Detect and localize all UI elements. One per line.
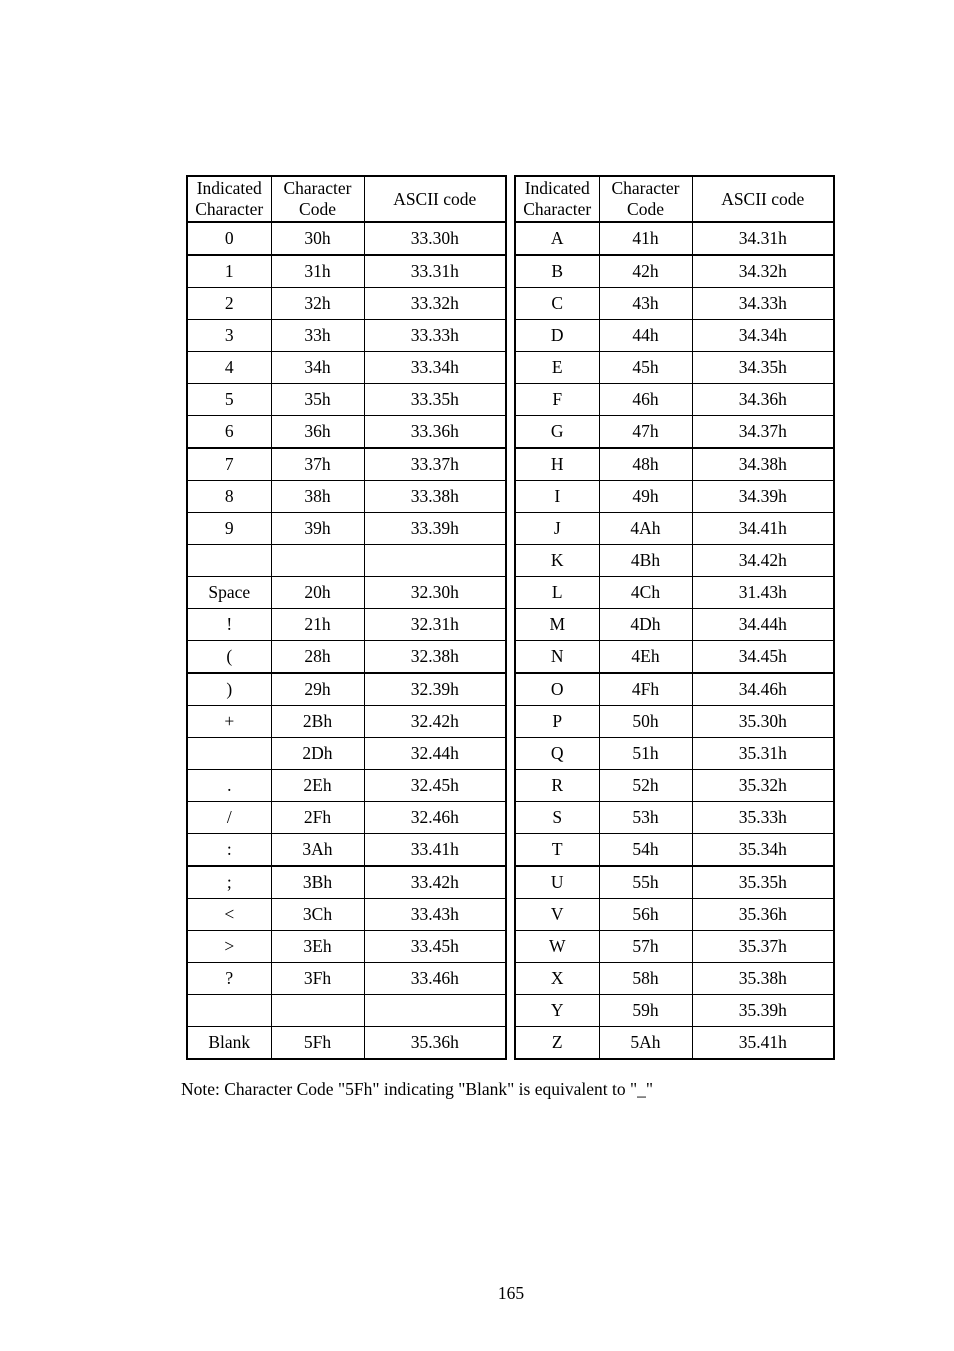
indicated-character-cell: ; [187, 866, 271, 899]
table-row [187, 995, 506, 1027]
character-code-cell: 4Bh [599, 545, 692, 577]
ascii-code-cell: 35.32h [692, 770, 834, 802]
table-row [515, 448, 834, 481]
character-code-cell: 38h [271, 481, 364, 513]
indicated-character-cell: / [187, 802, 271, 834]
indicated-character-cell: 5 [187, 384, 271, 416]
table-row [187, 288, 506, 320]
table-row [515, 641, 834, 674]
character-code-cell: 32h [271, 288, 364, 320]
indicated-character-cell: X [515, 963, 599, 995]
character-code-cell: 57h [599, 931, 692, 963]
ascii-code-cell: 34.44h [692, 609, 834, 641]
header-indicated-character: Indicated Character [515, 176, 599, 222]
character-code-cell: 2Fh [271, 802, 364, 834]
character-code-cell: 3Eh [271, 931, 364, 963]
ascii-code-cell: 33.36h [364, 416, 506, 449]
table-row [515, 609, 834, 641]
indicated-character-cell: M [515, 609, 599, 641]
character-code-cell: 53h [599, 802, 692, 834]
table-row [187, 513, 506, 545]
ascii-code-cell: 34.33h [692, 288, 834, 320]
table-row [515, 770, 834, 802]
character-code-cell: 4Fh [599, 673, 692, 706]
ascii-code-cell: 35.33h [692, 802, 834, 834]
table-row [515, 834, 834, 867]
character-code-cell: 37h [271, 448, 364, 481]
character-code-cell: 4Eh [599, 641, 692, 674]
ascii-code-cell: 34.46h [692, 673, 834, 706]
table-row [515, 384, 834, 416]
character-code-cell: 3Ah [271, 834, 364, 867]
header-character-code: Character Code [271, 176, 364, 222]
ascii-code-cell: 33.45h [364, 931, 506, 963]
table-row [187, 481, 506, 513]
table-header-row [515, 176, 834, 222]
ascii-code-cell: 34.34h [692, 320, 834, 352]
ascii-code-cell: 33.39h [364, 513, 506, 545]
ascii-code-cell: 35.31h [692, 738, 834, 770]
character-code-cell: 50h [599, 706, 692, 738]
table-row [187, 448, 506, 481]
table-row [515, 995, 834, 1027]
right-code-table [514, 175, 835, 1060]
table-row [515, 931, 834, 963]
header-ascii-code: ASCII code [364, 176, 506, 222]
table-row [187, 641, 506, 674]
indicated-character-cell: 2 [187, 288, 271, 320]
indicated-character-cell: 7 [187, 448, 271, 481]
character-code-cell: 49h [599, 481, 692, 513]
indicated-character-cell [187, 995, 271, 1027]
ascii-code-cell: 34.38h [692, 448, 834, 481]
table-header-row [187, 176, 506, 222]
ascii-code-cell: 35.30h [692, 706, 834, 738]
indicated-character-cell: N [515, 641, 599, 674]
character-code-cell: 41h [599, 222, 692, 255]
indicated-character-cell: L [515, 577, 599, 609]
indicated-character-cell: A [515, 222, 599, 255]
table-row [187, 609, 506, 641]
table-row [515, 255, 834, 288]
table-row [515, 1027, 834, 1060]
character-code-cell: 3Fh [271, 963, 364, 995]
indicated-character-cell: P [515, 706, 599, 738]
ascii-code-cell: 34.45h [692, 641, 834, 674]
character-code-cell: 30h [271, 222, 364, 255]
ascii-code-cell: 35.38h [692, 963, 834, 995]
ascii-code-cell: 34.31h [692, 222, 834, 255]
ascii-code-cell: 32.45h [364, 770, 506, 802]
ascii-code-cell: 33.35h [364, 384, 506, 416]
ascii-code-cell: 32.46h [364, 802, 506, 834]
ascii-code-cell: 35.36h [364, 1027, 506, 1060]
right-table-body [515, 222, 834, 1059]
table-row [515, 416, 834, 449]
indicated-character-cell: 3 [187, 320, 271, 352]
footnote: Note: Character Code "5Fh" indicating "Blank" is equivalent to "_" [181, 1079, 654, 1099]
indicated-character-cell: W [515, 931, 599, 963]
ascii-code-cell: 35.34h [692, 834, 834, 867]
ascii-code-cell [364, 545, 506, 577]
ascii-code-cell: 33.43h [364, 899, 506, 931]
table-row [187, 352, 506, 384]
indicated-character-cell [187, 738, 271, 770]
table-row [187, 963, 506, 995]
indicated-character-cell: F [515, 384, 599, 416]
character-code-cell: 4Dh [599, 609, 692, 641]
table-row [187, 802, 506, 834]
indicated-character-cell: O [515, 673, 599, 706]
indicated-character-cell [187, 545, 271, 577]
character-code-cell: 20h [271, 577, 364, 609]
table-row [187, 577, 506, 609]
indicated-character-cell: > [187, 931, 271, 963]
character-code-cell: 21h [271, 609, 364, 641]
indicated-character-cell: 4 [187, 352, 271, 384]
ascii-code-cell: 34.36h [692, 384, 834, 416]
character-code-cell: 51h [599, 738, 692, 770]
ascii-code-cell: 35.37h [692, 931, 834, 963]
indicated-character-cell: 1 [187, 255, 271, 288]
ascii-code-cell: 33.46h [364, 963, 506, 995]
indicated-character-cell: K [515, 545, 599, 577]
table-row [187, 1027, 506, 1060]
ascii-code-cell: 34.41h [692, 513, 834, 545]
ascii-code-cell: 34.35h [692, 352, 834, 384]
table-row [187, 770, 506, 802]
header-character-code: Character Code [599, 176, 692, 222]
left-code-table [186, 175, 507, 1060]
indicated-character-cell: Z [515, 1027, 599, 1060]
character-code-cell: 54h [599, 834, 692, 867]
character-code-cell: 4Ah [599, 513, 692, 545]
character-code-cell: 5Fh [271, 1027, 364, 1060]
character-code-cell: 29h [271, 673, 364, 706]
character-code-cell: 39h [271, 513, 364, 545]
indicated-character-cell: Y [515, 995, 599, 1027]
indicated-character-cell: E [515, 352, 599, 384]
table-row [187, 222, 506, 255]
character-code-cell: 31h [271, 255, 364, 288]
character-code-cell: 4Ch [599, 577, 692, 609]
ascii-code-cell: 33.33h [364, 320, 506, 352]
character-code-cell: 3Ch [271, 899, 364, 931]
indicated-character-cell: D [515, 320, 599, 352]
table-row [187, 320, 506, 352]
table-row [515, 288, 834, 320]
table-row [187, 899, 506, 931]
table-row [515, 545, 834, 577]
indicated-character-cell: R [515, 770, 599, 802]
table-row [515, 222, 834, 255]
character-code-cell: 48h [599, 448, 692, 481]
character-code-cell: 35h [271, 384, 364, 416]
indicated-character-cell: Space [187, 577, 271, 609]
ascii-code-cell: 32.31h [364, 609, 506, 641]
table-row [187, 931, 506, 963]
ascii-code-cell: 34.42h [692, 545, 834, 577]
character-code-cell: 2Dh [271, 738, 364, 770]
indicated-character-cell: U [515, 866, 599, 899]
character-code-cell: 2Bh [271, 706, 364, 738]
indicated-character-cell: S [515, 802, 599, 834]
character-code-cell: 33h [271, 320, 364, 352]
indicated-character-cell: T [515, 834, 599, 867]
indicated-character-cell: V [515, 899, 599, 931]
ascii-code-cell: 33.38h [364, 481, 506, 513]
indicated-character-cell: 6 [187, 416, 271, 449]
ascii-code-cell: 32.44h [364, 738, 506, 770]
character-code-cell: 2Eh [271, 770, 364, 802]
character-code-cell: 34h [271, 352, 364, 384]
indicated-character-cell: 9 [187, 513, 271, 545]
left-table-body [187, 222, 506, 1059]
indicated-character-cell: : [187, 834, 271, 867]
ascii-code-cell: 33.31h [364, 255, 506, 288]
indicated-character-cell: Blank [187, 1027, 271, 1060]
header-indicated-character: Indicated Character [187, 176, 271, 222]
table-row [187, 738, 506, 770]
indicated-character-cell: 8 [187, 481, 271, 513]
table-row [515, 899, 834, 931]
ascii-code-cell: 35.41h [692, 1027, 834, 1060]
table-row [515, 513, 834, 545]
ascii-code-cell: 32.42h [364, 706, 506, 738]
ascii-code-cell: 32.39h [364, 673, 506, 706]
ascii-code-cell: 33.37h [364, 448, 506, 481]
ascii-code-cell [364, 995, 506, 1027]
ascii-code-cell: 35.39h [692, 995, 834, 1027]
ascii-code-cell: 32.38h [364, 641, 506, 674]
ascii-code-cell: 34.32h [692, 255, 834, 288]
table-row [515, 577, 834, 609]
table-row [187, 866, 506, 899]
table-row [187, 545, 506, 577]
indicated-character-cell: < [187, 899, 271, 931]
indicated-character-cell: + [187, 706, 271, 738]
table-row [515, 352, 834, 384]
table-row [187, 255, 506, 288]
indicated-character-cell: C [515, 288, 599, 320]
ascii-code-cell: 34.39h [692, 481, 834, 513]
character-code-cell: 45h [599, 352, 692, 384]
table-row [515, 802, 834, 834]
ascii-code-cell: 33.41h [364, 834, 506, 867]
character-code-cell: 43h [599, 288, 692, 320]
table-row [187, 384, 506, 416]
character-code-cell: 47h [599, 416, 692, 449]
ascii-code-cell: 31.43h [692, 577, 834, 609]
table-row [515, 320, 834, 352]
ascii-code-cell: 33.42h [364, 866, 506, 899]
page-number: 165 [497, 1283, 525, 1303]
character-code-cell: 55h [599, 866, 692, 899]
indicated-character-cell: . [187, 770, 271, 802]
character-code-cell: 58h [599, 963, 692, 995]
character-code-cell: 59h [599, 995, 692, 1027]
ascii-code-cell: 33.30h [364, 222, 506, 255]
table-row [187, 706, 506, 738]
indicated-character-cell: H [515, 448, 599, 481]
table-row [187, 834, 506, 867]
ascii-code-cell: 34.37h [692, 416, 834, 449]
table-row [515, 738, 834, 770]
table-row [187, 673, 506, 706]
table-row [515, 673, 834, 706]
character-code-cell: 36h [271, 416, 364, 449]
character-code-cell: 5Ah [599, 1027, 692, 1060]
character-code-cell: 42h [599, 255, 692, 288]
ascii-code-cell: 33.32h [364, 288, 506, 320]
character-code-cell: 28h [271, 641, 364, 674]
table-row [515, 963, 834, 995]
table-row [515, 706, 834, 738]
indicated-character-cell: I [515, 481, 599, 513]
indicated-character-cell: Q [515, 738, 599, 770]
character-code-cell: 46h [599, 384, 692, 416]
indicated-character-cell: B [515, 255, 599, 288]
ascii-code-cell: 33.34h [364, 352, 506, 384]
table-row [187, 416, 506, 449]
ascii-code-cell: 35.35h [692, 866, 834, 899]
ascii-code-cell: 35.36h [692, 899, 834, 931]
ascii-code-cell: 32.30h [364, 577, 506, 609]
character-code-cell: 56h [599, 899, 692, 931]
character-code-cell [271, 995, 364, 1027]
indicated-character-cell: ) [187, 673, 271, 706]
character-code-cell: 52h [599, 770, 692, 802]
indicated-character-cell: J [515, 513, 599, 545]
table-row [515, 481, 834, 513]
indicated-character-cell: ( [187, 641, 271, 674]
indicated-character-cell: ? [187, 963, 271, 995]
indicated-character-cell: ! [187, 609, 271, 641]
table-row [515, 866, 834, 899]
character-code-cell [271, 545, 364, 577]
character-code-cell: 3Bh [271, 866, 364, 899]
indicated-character-cell: G [515, 416, 599, 449]
indicated-character-cell: 0 [187, 222, 271, 255]
header-ascii-code: ASCII code [692, 176, 834, 222]
character-code-cell: 44h [599, 320, 692, 352]
